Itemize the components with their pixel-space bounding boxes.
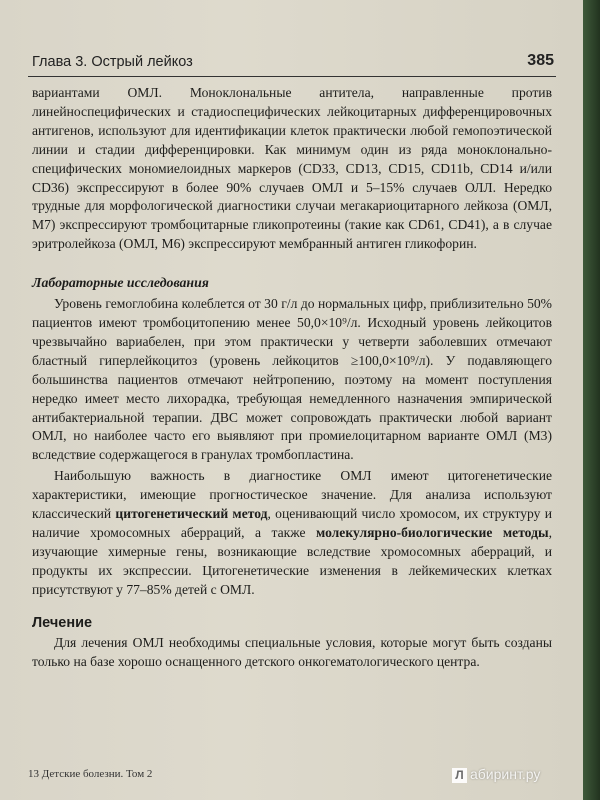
watermark-text: абиринт.ру xyxy=(470,766,541,782)
lab-paragraph-1: Уровень гемоглобина колеблется от 30 г/л до нормальных цифр, приблизительно 50% пациентов имеют тромбоцитопению менее 50,0×10⁹/л. Исходный уровень лейкоцитов чрезвычайно вариабелен, при этом практически у четверти заболевших отмечают бластный гиперлейкоцитоз (уровень лейкоцитов ≥100,0×10⁹/л). У подавляющего большинства пациентов отмечают нейтропению, поэтому на момент поступления нередко имеет место лихорадка, требующая немедленного назначения эмпирической антибактериальной терапии. ДВС может сопровождать практически любой вариант ОМЛ, но наиболее часто его выявляют при промиелоцитарном варианте ОМЛ (М3) вследствие содержащегося в гранулах тромбопластина. xyxy=(32,296,552,463)
molecular-methods-term: молекулярно-биологические методы xyxy=(315,524,549,540)
page-number: 385 xyxy=(527,52,554,69)
treatment-paragraph: Для лечения ОМЛ необходимы специальные условия, которые могут быть созданы только на базе хорошо оснащенного детского онкогематологического центра. xyxy=(32,635,552,670)
cytogenetic-method-term: цитогенетический метод xyxy=(115,506,268,522)
watermark xyxy=(452,766,540,783)
page-body xyxy=(32,84,552,672)
lab-heading: Лабораторные исследования xyxy=(32,275,209,291)
signature-mark: 13 Детские болезни. Том 2 xyxy=(28,768,153,780)
intro-paragraph: вариантами ОМЛ. Моноклональные антитела, направленные против линейноспецифических и стадиоспецифических лейкоцитарных дифференцировочных антигенов, используют для идентификации клеток практически любой гемопоэтической линии и стадии дифференцировки. Как минимум один из ряда моноклонально-специфических мономиелоидных маркеров (CD33, CD13, CD15, CD11b, CD14 и/или CD36) экспрессируют в более 90% случаев ОМЛ и 5–15% случаев ОЛЛ. Нередко трудные для морфологической диагностики случаи мегакариоцитарного лейкоза (ОМЛ, М7) экспрессируют тромбоцитарные гликопротеины (такие как CD61, CD41), а в случае эритролейкоза (ОМЛ, М6) экспрессируют мембранный антиген гликофорин. xyxy=(32,85,552,252)
running-header xyxy=(28,52,556,77)
lab-p2-part-c: , оценивающий число хромосом, их структуру и наличие хромосомных аберраций, а также xyxy=(32,506,553,540)
lab-p2-part-a: Наибольшую важность в диагностике ОМЛ имеют цитогенетические характеристики, имеющие прогностическое значение. Для анализа используют классический xyxy=(32,468,552,522)
chapter-title: Глава 3. Острый лейкоз xyxy=(32,54,193,70)
lab-paragraph-2 xyxy=(32,467,552,599)
treatment-heading: Лечение xyxy=(32,614,93,631)
book-spine-edge xyxy=(583,0,600,800)
lab-p2-part-e: , изучающие химерные гены, возникающие вследствие хромосомных аберраций, и продукты их экспрессии. Цитогенетические изменения в лейкемических клетках присутствуют у 77–85% детей с ОМЛ. xyxy=(32,524,552,597)
labirint-logo-icon: Л xyxy=(452,768,467,783)
